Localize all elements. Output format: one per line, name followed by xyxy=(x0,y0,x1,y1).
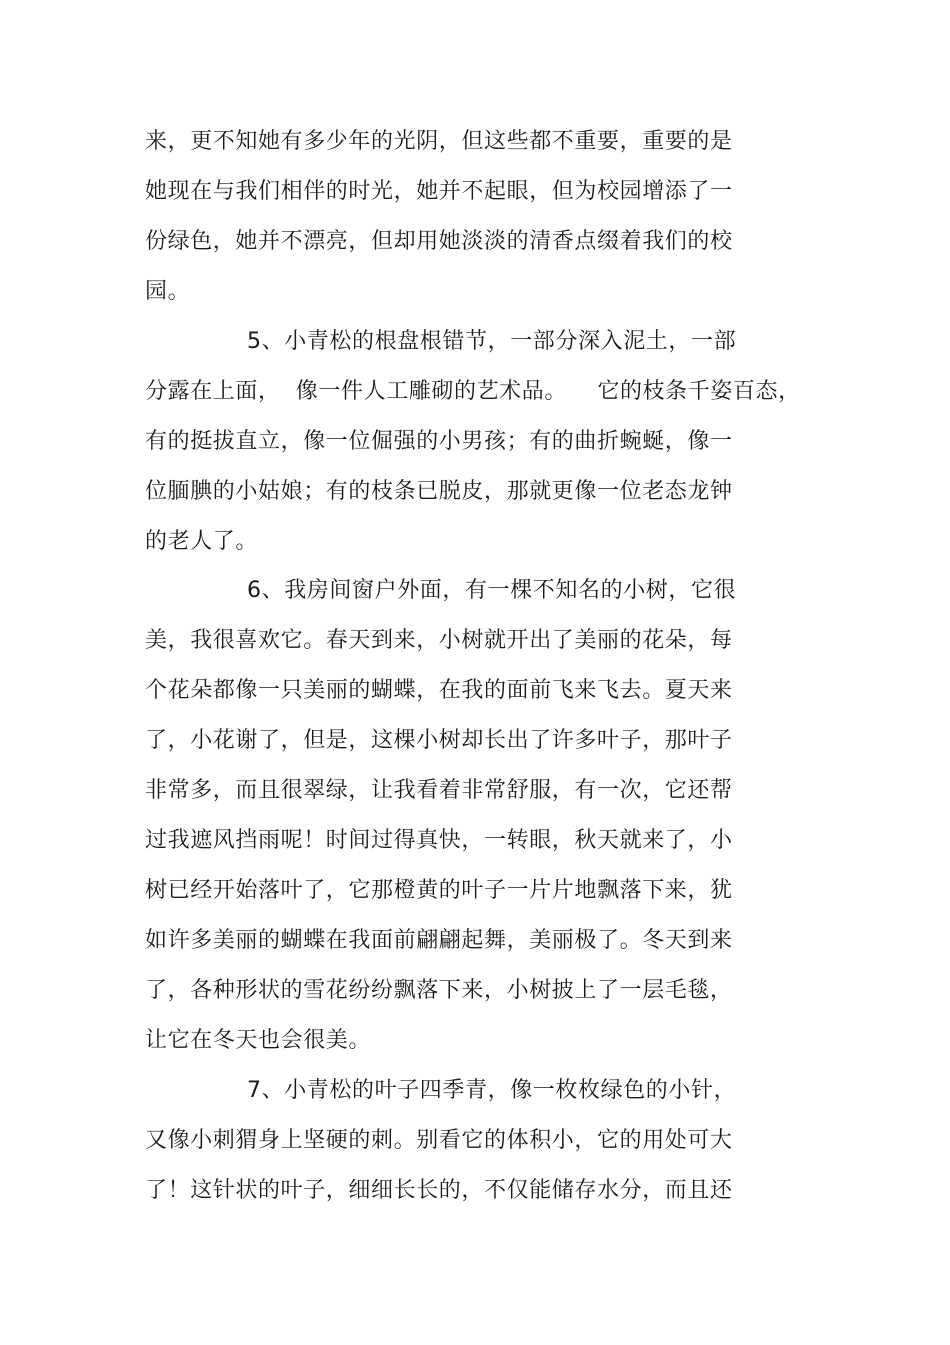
text-line: 分露在上面， 像一件人工雕砌的艺术品。 它的枝条千姿百态， xyxy=(145,379,801,404)
text-line: 树已经开始落叶了，它那橙黄的叶子一片片地飘落下来，犹 xyxy=(145,878,733,903)
text-line: 如许多美丽的蝴蝶在我面前翩翩起舞，美丽极了。冬天到来 xyxy=(145,928,733,953)
paragraph-start-6: 6、我房间窗户外面，有一棵不知名的小树，它很 xyxy=(247,578,737,603)
text-line: 有的挺拔直立，像一位倔强的小男孩；有的曲折蜿蜒，像一 xyxy=(145,429,733,454)
text-line: 了，各种形状的雪花纷纷飘落下来，小树披上了一层毛毯， xyxy=(145,978,733,1003)
paragraph-start-5: 5、小青松的根盘根错节，一部分深入泥土，一部 xyxy=(247,329,737,354)
paragraph-start-7: 7、小青松的叶子四季青，像一枚枚绿色的小针， xyxy=(247,1078,737,1103)
text-line: 了！这针状的叶子，细细长长的，不仅能储存水分，而且还 xyxy=(145,1178,733,1203)
text-line: 来，更不知她有多少年的光阴，但这些都不重要，重要的是 xyxy=(145,129,733,154)
text-line: 园。 xyxy=(145,279,191,304)
text-line: 非常多，而且很翠绿，让我看着非常舒服，有一次，它还帮 xyxy=(145,778,733,803)
text-line: 了，小花谢了，但是，这棵小树却长出了许多叶子，那叶子 xyxy=(145,728,733,753)
text-line: 又像小刺猬身上坚硬的刺。别看它的体积小，它的用处可大 xyxy=(145,1128,733,1153)
text-line: 她现在与我们相伴的时光，她并不起眼，但为校园增添了一 xyxy=(145,179,733,204)
text-line: 过我遮风挡雨呢！时间过得真快，一转眼，秋天就来了，小 xyxy=(145,828,733,853)
text-line: 美，我很喜欢它。春天到来，小树就开出了美丽的花朵，每 xyxy=(145,628,733,653)
text-line: 让它在冬天也会很美。 xyxy=(145,1028,372,1053)
text-line: 个花朵都像一只美丽的蝴蝶，在我的面前飞来飞去。夏天来 xyxy=(145,678,733,703)
text-line: 位腼腆的小姑娘；有的枝条已脱皮，那就更像一位老态龙钟 xyxy=(145,479,733,504)
text-line: 的老人了。 xyxy=(145,529,259,554)
text-line: 份绿色，她并不漂亮，但却用她淡淡的清香点缀着我们的校 xyxy=(145,229,733,254)
